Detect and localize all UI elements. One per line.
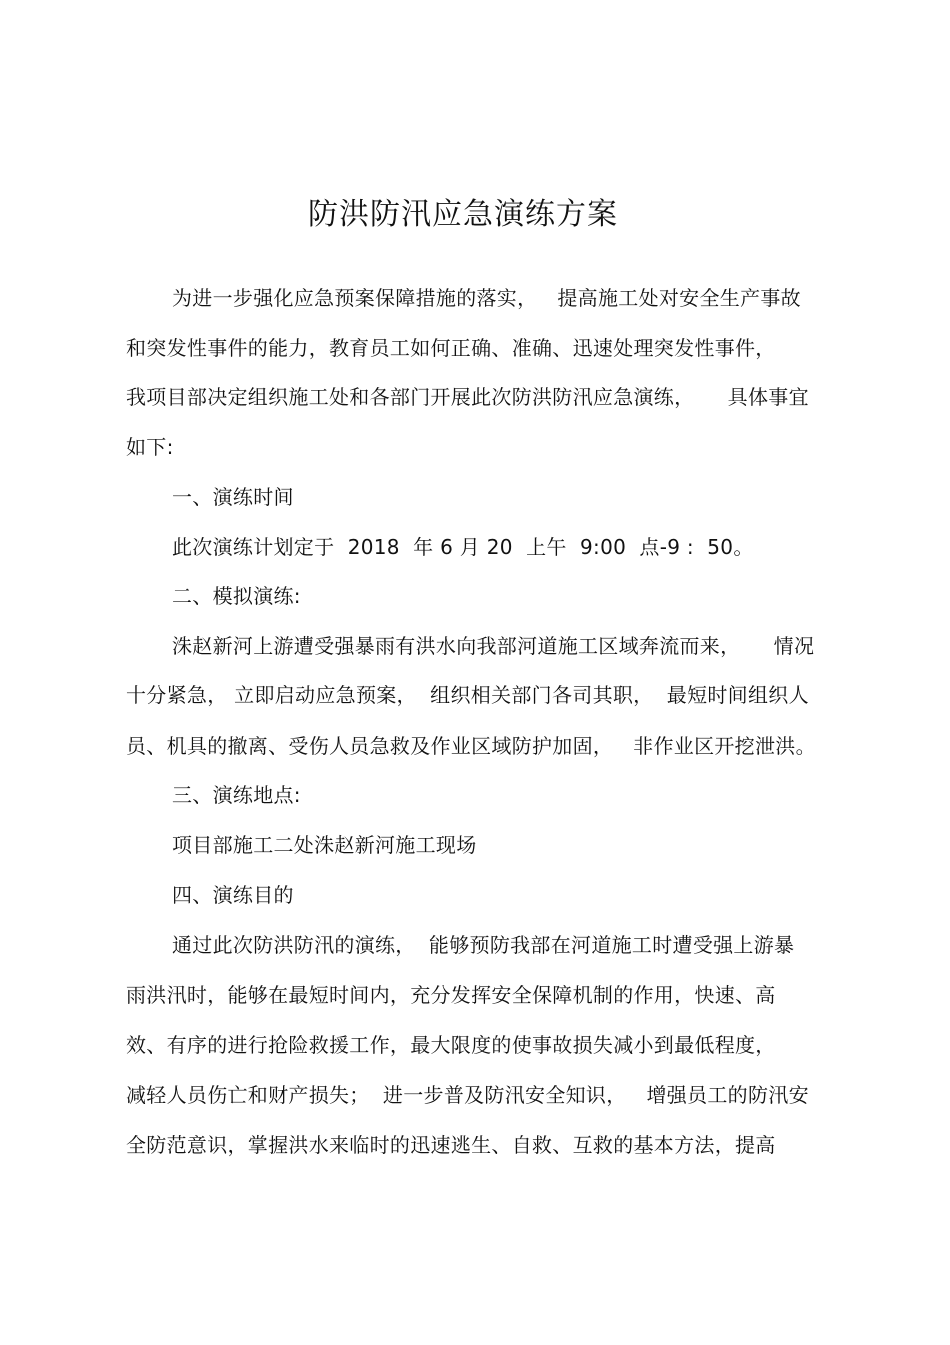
drill-location-text: 项目部施工二处洙赵新河施工现场 xyxy=(172,833,477,857)
intro-line-2: 和突发性事件的能力，教育员工如何正确、准确、迅速处理突发性事件， xyxy=(126,336,776,360)
intro-line-3: 我项目部决定组织施工处和各部门开展此次防洪防汛应急演练， 具体事宜 xyxy=(126,385,809,409)
purpose-line-1: 通过此次防洪防汛的演练， 能够预防我部在河道施工时遭受强上游暴 xyxy=(172,933,795,957)
section-heading-goal: 四、演练目的 xyxy=(172,883,294,907)
simulation-line-1: 洙赵新河上游遭受强暴雨有洪水向我部河道施工区域奔流而来， 情况 xyxy=(172,634,815,658)
intro-line-1: 为进一步强化应急预案保障措施的落实， 提高施工处对安全生产事故 xyxy=(172,286,801,310)
purpose-line-3: 效、有序的进行抢险救援工作，最大限度的使事故损失减小到最低程度， xyxy=(126,1033,776,1057)
purpose-line-5: 全防范意识，掌握洪水来临时的迅速逃生、自救、互救的基本方法，提高 xyxy=(126,1133,776,1157)
section-heading-time: 一、演练时间 xyxy=(172,485,294,509)
section-heading-place: 三、演练地点: xyxy=(172,783,301,807)
section-heading-sim: 二、模拟演练: xyxy=(172,584,301,608)
purpose-line-2: 雨洪汛时，能够在最短时间内，充分发挥安全保障机制的作用，快速、高 xyxy=(126,983,776,1007)
simulation-line-3: 员、机具的撤离、受伤人员急救及作业区域防护加固， 非作业区开挖泄洪。 xyxy=(126,734,816,758)
intro-line-4: 如下: xyxy=(126,435,174,459)
purpose-line-4: 减轻人员伤亡和财产损失； 进一步普及防汛安全知识， 增强员工的防汛安 xyxy=(126,1083,809,1107)
simulation-line-2: 十分紧急， 立即启动应急预案， 组织相关部门各司其职， 最短时间组织人 xyxy=(126,683,809,707)
drill-time-text: 此次演练计划定于 2018 年 6 月 20 上午 9:00 点-9 : 50。 xyxy=(172,535,754,559)
document-title: 防洪防汛应急演练方案 xyxy=(308,197,618,232)
